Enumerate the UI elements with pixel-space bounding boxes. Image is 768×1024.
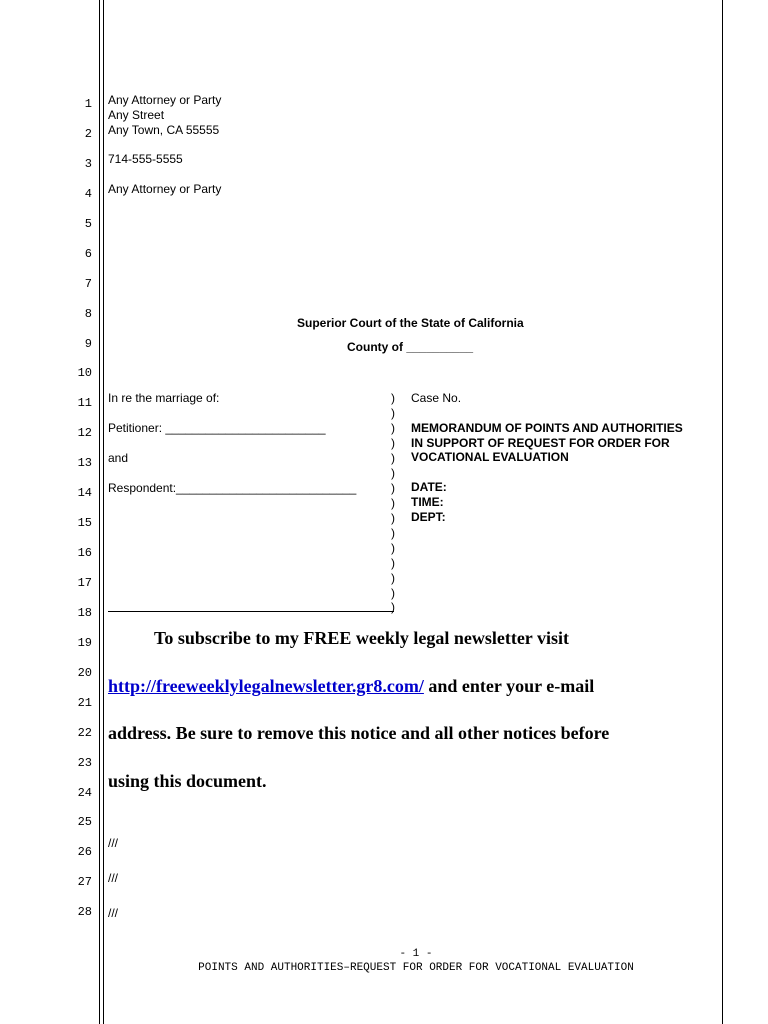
petitioner-line: Petitioner: ________________________: [108, 421, 326, 435]
county-line: County of __________: [347, 340, 474, 354]
continuation-mark: ///: [108, 836, 119, 850]
attorney-for: Any Attorney or Party: [108, 182, 222, 196]
and-label: and: [108, 451, 129, 465]
line-number: 28: [77, 905, 92, 919]
marriage-label: In re the marriage of:: [108, 391, 220, 405]
line-number: 8: [84, 307, 92, 321]
caption-bottom-rule: [108, 611, 394, 612]
line-number: 13: [77, 456, 92, 470]
memo-title-line: IN SUPPORT OF REQUEST FOR ORDER FOR: [411, 436, 670, 450]
line-number: 10: [77, 366, 92, 380]
line-number: 7: [84, 277, 92, 291]
line-number: 4: [84, 187, 92, 201]
line-number: 3: [84, 157, 92, 171]
attorney-street: Any Street: [108, 108, 165, 122]
line-number: 20: [77, 666, 92, 680]
newsletter-notice-line-1: To subscribe to my FREE weekly legal newsletter visit: [154, 628, 569, 648]
page-number: - 1 -: [399, 948, 433, 960]
line-number: 19: [77, 636, 92, 650]
attorney-city: Any Town, CA 55555: [108, 123, 220, 137]
newsletter-notice-text: and enter your e-mail: [423, 676, 595, 696]
line-number: 16: [77, 546, 92, 560]
left-margin-rule: [103, 0, 104, 1024]
line-number: 25: [77, 815, 92, 829]
line-number: 1: [84, 97, 92, 111]
continuation-mark: ///: [108, 871, 119, 885]
memo-title-line: MEMORANDUM OF POINTS AND AUTHORITIES: [411, 421, 683, 435]
line-number: 12: [77, 426, 92, 440]
newsletter-notice-line-3: address. Be sure to remove this notice and all other notices before: [108, 723, 610, 743]
hearing-dept-label: DEPT:: [411, 510, 446, 524]
line-number: 5: [84, 217, 92, 231]
line-number: 18: [77, 606, 92, 620]
hearing-time-label: TIME:: [411, 495, 444, 509]
newsletter-notice-line-2: [108, 676, 594, 697]
line-number: 2: [84, 127, 92, 141]
right-margin-rule: [722, 0, 723, 1024]
line-number: 14: [77, 486, 92, 500]
footer-title: POINTS AND AUTHORITIES–REQUEST FOR ORDER FOR VOCATIONAL EVALUATION: [198, 962, 634, 974]
court-name: Superior Court of the State of California: [297, 316, 524, 330]
line-number: 26: [77, 845, 92, 859]
attorney-name: Any Attorney or Party: [108, 93, 222, 107]
line-number: 17: [77, 576, 92, 590]
line-number: 22: [77, 726, 92, 740]
newsletter-notice-line-4: using this document.: [108, 771, 267, 791]
line-number: 15: [77, 516, 92, 530]
line-number: 24: [77, 786, 92, 800]
memo-title-line: VOCATIONAL EVALUATION: [411, 450, 569, 464]
case-number-label: Case No.: [411, 391, 462, 405]
line-number: 6: [84, 247, 92, 261]
line-number: 11: [77, 396, 92, 410]
respondent-line: Respondent:___________________________: [108, 481, 357, 495]
line-number: 23: [77, 756, 92, 770]
newsletter-link[interactable]: http://freeweeklylegalnewsletter.gr8.com/: [108, 676, 424, 696]
hearing-date-label: DATE:: [411, 480, 447, 494]
line-number: 9: [84, 337, 92, 351]
attorney-phone: 714-555-5555: [108, 152, 183, 166]
left-margin-rule: [99, 0, 100, 1024]
line-number: 27: [77, 875, 92, 889]
line-number: 21: [77, 696, 92, 710]
continuation-mark: ///: [108, 906, 119, 920]
